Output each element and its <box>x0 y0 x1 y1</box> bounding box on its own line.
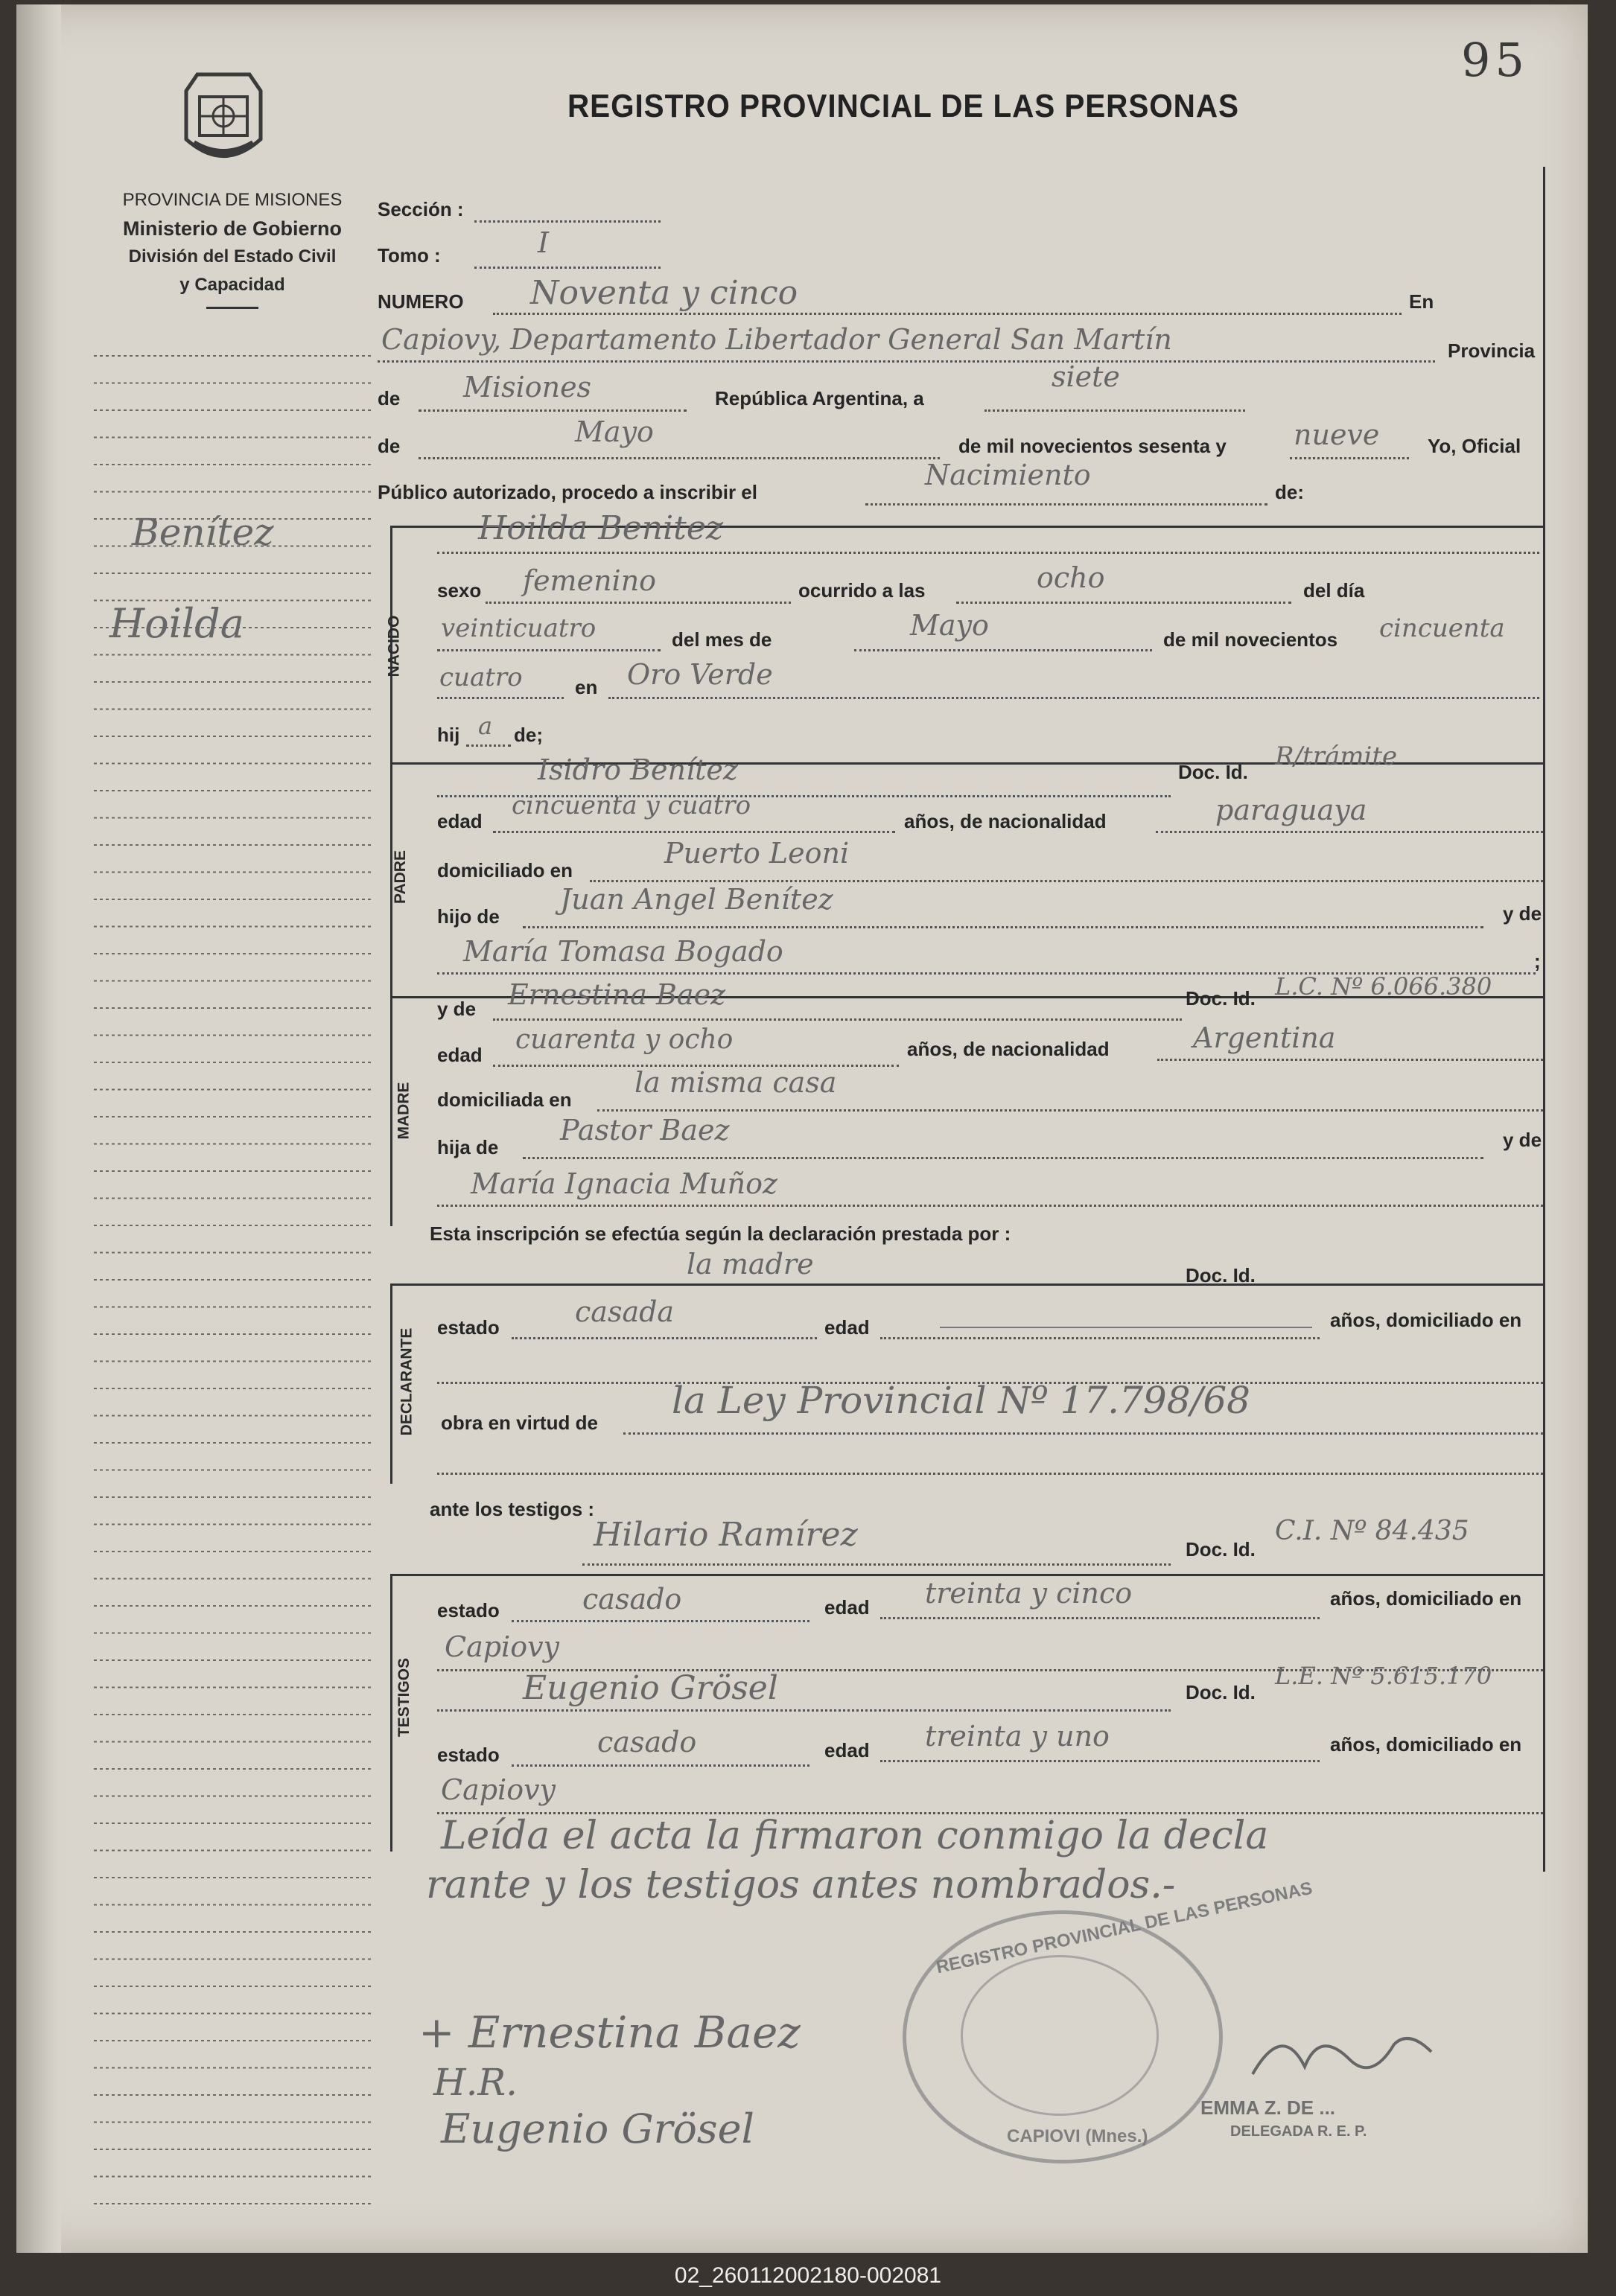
padre-dom-value: Puerto Leoni <box>664 837 850 870</box>
provincia-label: Provincia <box>1448 339 1536 362</box>
madre-nac-value: Argentina <box>1193 1021 1336 1054</box>
declarante-dom-label: años, domiciliado en <box>1330 1309 1522 1331</box>
declarante-estado-value: casada <box>575 1295 675 1328</box>
del-dia-label: del día <box>1303 579 1365 602</box>
lugar-line <box>378 360 1435 363</box>
page-number: 95 <box>1461 33 1529 87</box>
padre-hijo-label: hijo de <box>437 905 500 928</box>
margin-note-name: Hoilda <box>109 600 244 647</box>
testigo2-dom: Capiovy <box>441 1773 556 1806</box>
madre-hija-line <box>523 1157 1483 1159</box>
madre-nombre: Ernestina Baez <box>508 978 726 1011</box>
madre-madre-value: María Ignacia Muñoz <box>471 1167 778 1200</box>
testigo1-doc-label: Doc. Id. <box>1186 1538 1256 1560</box>
publico-label: Público autorizado, procedo a inscribir el <box>378 481 757 503</box>
testigos-section <box>390 1574 1543 1852</box>
hora-value: ocho <box>1037 561 1105 594</box>
madre-hija-value: Pastor Baez <box>560 1114 730 1147</box>
padre-nac-label: años, de nacionalidad <box>904 810 1107 832</box>
hora-line <box>956 602 1291 604</box>
seccion-line <box>474 220 661 223</box>
numero-line <box>493 313 1402 315</box>
testigo2-nombre-line <box>437 1709 1171 1712</box>
testigo2-nombre: Eugenio Grösel <box>523 1669 778 1707</box>
office-line-3: División del Estado Civil <box>128 246 337 267</box>
padre-edad-line <box>493 831 895 833</box>
padre-nombre: Isidro Benítez <box>538 753 738 786</box>
closing-line-1: Leída el acta la firmaron conmigo la decla <box>441 1814 1269 1858</box>
madre-nombre-line <box>493 1018 1182 1021</box>
acto-line <box>865 503 1267 506</box>
officer-name: EMMA Z. DE ... <box>1200 2096 1336 2119</box>
declarante-nombre: la madre <box>687 1248 814 1281</box>
closing-line-2: rante y los testigos antes nombrados.- <box>426 1863 1176 1907</box>
madre-edad-value: cuarenta y ocho <box>515 1024 734 1055</box>
dia-nac-line <box>437 649 661 651</box>
hij-de-label: de; <box>514 724 543 746</box>
testigo1-estado: casado <box>582 1583 682 1616</box>
madre-hija-label: hija de <box>437 1136 499 1158</box>
obra-label: obra en virtud de <box>441 1412 598 1434</box>
testigo2-estado-label: estado <box>437 1744 500 1766</box>
madre-nac-line <box>1157 1059 1543 1061</box>
mes-line <box>419 457 940 459</box>
obra-line-2 <box>437 1473 1543 1475</box>
padre-doc-value: R/trámite <box>1275 742 1398 771</box>
testigos-section-label: TESTIGOS <box>395 1657 413 1738</box>
anio-nac-value-2: cuatro <box>439 663 523 692</box>
declarante-estado-label: estado <box>437 1316 500 1339</box>
madre-dom-label: domiciliada en <box>437 1088 572 1111</box>
stamp-bottom-text: CAPIOVI (Mnes.) <box>1007 2126 1148 2146</box>
de2-label: de <box>378 435 401 457</box>
madre-madre-line <box>437 1205 1543 1207</box>
del-mes-label: del mes de <box>672 628 772 651</box>
yo-oficial-label: Yo, Oficial <box>1428 435 1521 457</box>
signature-declarante: + Ernestina Baez <box>419 2007 801 2058</box>
official-stamp-inner <box>961 1955 1159 2116</box>
madre-edad-label: edad <box>437 1044 483 1066</box>
padre-hijo-value: Juan Angel Benítez <box>560 883 833 916</box>
issuing-office <box>87 186 378 309</box>
republica-label: República Argentina, a <box>715 387 924 409</box>
testigo2-dom-label: años, domiciliado en <box>1330 1733 1522 1756</box>
acto-value: Nacimiento <box>925 459 1091 491</box>
padre-doc-label: Doc. Id. <box>1178 761 1248 783</box>
hij-value: a <box>478 712 493 740</box>
madre-doc-label: Doc. Id. <box>1186 987 1256 1010</box>
office-line-2: Ministerio de Gobierno <box>122 217 343 240</box>
mes-nac-line <box>854 649 1152 651</box>
declarante-edad-line <box>880 1337 1320 1339</box>
tomo-value: I <box>538 226 550 259</box>
mil-label: de mil novecientos sesenta y <box>958 435 1227 457</box>
testigo1-doc-value: C.I. Nº 84.435 <box>1275 1516 1469 1546</box>
lugar-nac-line <box>608 697 1539 699</box>
lugar-value: Capiovy, Departamento Libertador General San Martín <box>381 323 1172 356</box>
sexo-label: sexo <box>437 579 482 602</box>
hij-line <box>466 744 511 747</box>
testigo2-edad-label: edad <box>824 1739 870 1761</box>
testigo2-estado-line <box>512 1764 809 1767</box>
padre-section-label: PADRE <box>391 850 409 904</box>
testigo1-edad-label: edad <box>824 1596 870 1619</box>
document-page <box>16 4 1588 2253</box>
nacido-section <box>390 526 1543 765</box>
padre-edad-label: edad <box>437 810 483 832</box>
de-label: de <box>378 387 401 409</box>
testigo2-doc-value: L.E. Nº 5.615.170 <box>1275 1662 1492 1690</box>
testigo1-estado-line <box>512 1620 809 1622</box>
mil-nac-label: de mil novecientos <box>1163 628 1338 651</box>
tomo-label: Tomo : <box>378 244 441 267</box>
en-nac-label: en <box>575 676 598 698</box>
declarante-edad-label: edad <box>824 1316 870 1339</box>
hij-label: hij <box>437 724 460 746</box>
officer-signature <box>1238 2015 1446 2096</box>
obra-value: la Ley Provincial Nº 17.798/68 <box>672 1379 1250 1422</box>
declarante-estado-line <box>512 1337 817 1339</box>
madre-yde-label: y de <box>437 998 477 1020</box>
testigo1-dom: Capiovy <box>445 1630 560 1663</box>
mes-value: Mayo <box>575 415 654 448</box>
de3-label: de: <box>1275 481 1304 503</box>
declarante-section-label: DECLARANTE <box>398 1327 416 1436</box>
madre-dom-value: la misma casa <box>634 1066 837 1099</box>
obra-line <box>623 1432 1543 1435</box>
dia-value: siete <box>1052 360 1120 393</box>
office-line-1: PROVINCIA DE MISIONES <box>122 190 343 210</box>
padre-dom-line <box>590 880 1543 882</box>
numero-label: NUMERO <box>378 290 464 313</box>
nacido-nombre-line <box>437 552 1539 554</box>
dia-line <box>984 409 1245 412</box>
testigo2-doc-label: Doc. Id. <box>1186 1681 1256 1703</box>
anio2-line <box>437 697 564 699</box>
padre-dom-label: domiciliado en <box>437 859 573 881</box>
provincia-value: Misiones <box>463 371 592 404</box>
signature-testigo-1: H.R. <box>433 2061 518 2104</box>
padre-nac-line <box>1156 831 1543 833</box>
sexo-value: femenino <box>523 564 657 597</box>
padre-nac-value: paraguaya <box>1215 794 1367 826</box>
signature-testigo-2: Eugenio Grösel <box>441 2105 754 2152</box>
nacido-section-label: NACIDO <box>385 615 403 677</box>
dia-nac-value: veinticuatro <box>441 613 597 643</box>
testigo1-dom-label: años, domiciliado en <box>1330 1587 1522 1610</box>
testigo1-edad-line <box>880 1617 1320 1619</box>
stamp-ring-text: REGISTRO PROVINCIAL DE LAS PERSONAS <box>934 1878 1314 1978</box>
testigos-intro: ante los testigos : <box>430 1498 595 1520</box>
testigo2-estado: casado <box>597 1726 697 1758</box>
testigo1-estado-label: estado <box>437 1599 500 1621</box>
office-divider <box>206 307 258 309</box>
province-seal-icon <box>179 68 268 170</box>
padre-yde-label: y de <box>1503 902 1542 925</box>
anio-line <box>1290 457 1409 459</box>
seccion-label: Sección : <box>378 198 464 220</box>
anio-nac-value: cincuenta <box>1379 613 1505 643</box>
testigo2-edad-line <box>880 1760 1320 1762</box>
padre-hijo-line <box>523 926 1483 928</box>
margin-note-surname: Benítez <box>132 511 274 554</box>
office-line-4: y Capacidad <box>179 275 285 295</box>
provincia-line <box>419 409 687 412</box>
madre-nac-label: años, de nacionalidad <box>907 1038 1110 1060</box>
testigo1-edad: treinta y cinco <box>925 1577 1133 1610</box>
en-label: En <box>1409 290 1434 313</box>
madre-dom-line <box>597 1109 1543 1112</box>
testigo1-nombre-line <box>582 1563 1171 1566</box>
ocurrido-label: ocurrido a las <box>798 579 926 602</box>
declarante-doc-label: Doc. Id. <box>1186 1264 1256 1286</box>
document-title: REGISTRO PROVINCIAL DE LAS PERSONAS <box>567 88 1239 124</box>
declarante-intro: Esta inscripción se efectúa según la declaración prestada por : <box>430 1222 1011 1245</box>
padre-madre-value: María Tomasa Bogado <box>463 935 783 968</box>
declarante-edad-strike <box>940 1327 1312 1328</box>
tomo-line <box>474 267 661 269</box>
nacido-nombre: Hoilda Benitez <box>478 509 724 547</box>
file-id-footer: 02_260112002180-002081 <box>674 2263 942 2288</box>
form-right-border <box>1543 167 1545 1872</box>
mes-nac-value: Mayo <box>910 609 989 642</box>
officer-title: DELEGADA R. E. P. <box>1230 2123 1367 2140</box>
madre-doc-value: L.C. Nº 6.066.380 <box>1275 972 1492 1001</box>
padre-edad-value: cincuenta y cuatro <box>512 791 751 820</box>
testigo1-nombre: Hilario Ramírez <box>594 1516 858 1554</box>
testigo2-edad: treinta y uno <box>925 1720 1110 1753</box>
padre-semicolon: ; <box>1534 950 1541 972</box>
lugar-nac-value: Oro Verde <box>627 658 773 691</box>
madre-section-label: MADRE <box>395 1082 413 1140</box>
numero-value: Noventa y cinco <box>530 274 798 312</box>
anio-value: nueve <box>1294 418 1380 451</box>
sexo-line <box>486 602 791 604</box>
binding-spine <box>16 4 61 2253</box>
madre-yde2-label: y de <box>1503 1129 1542 1151</box>
